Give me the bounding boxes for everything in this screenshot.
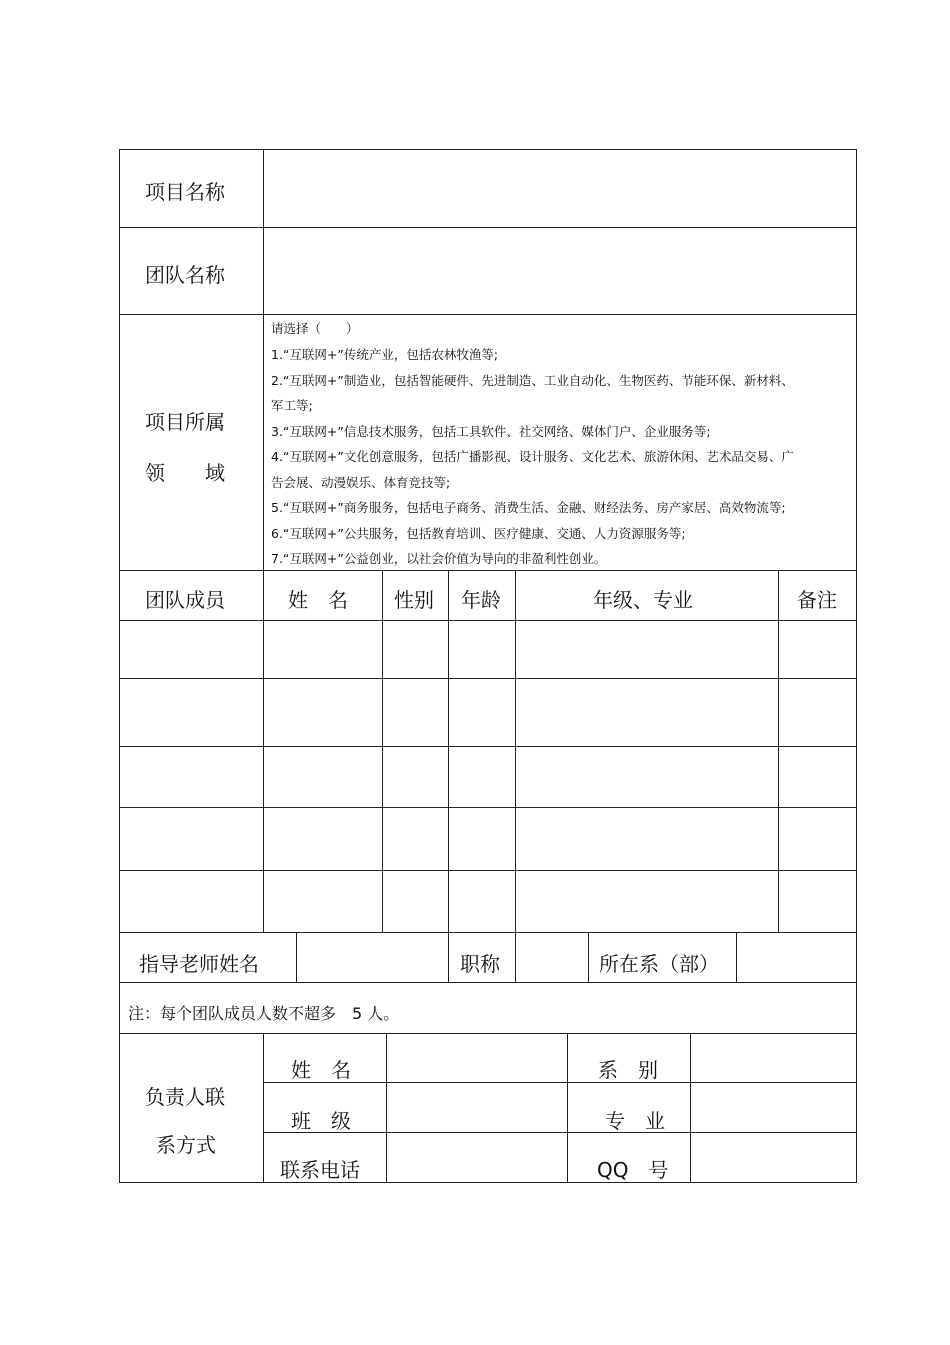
- project-name-label: 项目名称: [145, 180, 225, 204]
- rule: [263, 1132, 857, 1133]
- rule: [119, 1182, 857, 1183]
- rule: [119, 982, 857, 983]
- advisor-dept-label: 所在系（部）: [599, 952, 719, 976]
- project-domain-label-2: 领 域: [145, 461, 225, 485]
- team-name-label: 团队名称: [145, 263, 225, 287]
- rule: [119, 1033, 857, 1034]
- domain-option-2-cont: 军工等;: [271, 398, 313, 413]
- domain-option-7: 7.“互联网+”公益创业，以社会价值为导向的非盈利性创业。: [271, 551, 607, 566]
- team-members-label: 团队成员: [145, 588, 225, 612]
- leader-qq-label: QQ 号: [597, 1158, 669, 1182]
- col-grade-major-header: 年级、专业: [593, 588, 693, 612]
- leader-major-label: 专 业: [605, 1109, 665, 1133]
- rule: [690, 1033, 691, 1183]
- table-row[interactable]: [120, 808, 856, 870]
- rule: [119, 227, 857, 228]
- leader-name-label: 姓 名: [291, 1058, 351, 1082]
- rule: [567, 1033, 568, 1183]
- rule: [736, 932, 737, 983]
- leader-class-label: 班 级: [291, 1109, 351, 1133]
- rule: [119, 314, 857, 315]
- leader-name-field[interactable]: [388, 1035, 566, 1081]
- leader-dept-field[interactable]: [692, 1035, 855, 1081]
- leader-phone-field[interactable]: [388, 1134, 566, 1181]
- leader-phone-label: 联系电话: [280, 1158, 360, 1182]
- domain-option-5: 5.“互联网+”商务服务，包括电子商务、消费生活、金融、财经法务、房产家居、高效物流等;: [271, 500, 786, 515]
- leader-qq-field[interactable]: [692, 1134, 855, 1181]
- advisor-title-field[interactable]: [517, 934, 587, 981]
- advisor-title-label: 职称: [460, 952, 500, 976]
- rule: [448, 932, 449, 983]
- leader-major-field[interactable]: [692, 1084, 855, 1131]
- advisor-name-label: 指导老师姓名: [139, 952, 259, 976]
- advisor-dept-field[interactable]: [738, 934, 855, 981]
- team-name-field[interactable]: [265, 229, 855, 313]
- table-row[interactable]: [120, 747, 856, 807]
- col-name-header: 姓 名: [288, 588, 348, 612]
- rule: [119, 570, 857, 571]
- project-name-field[interactable]: [265, 151, 855, 226]
- table-row[interactable]: [120, 679, 856, 746]
- rule: [856, 149, 857, 1183]
- rule: [263, 1082, 857, 1083]
- leader-contact-label-2: 系方式: [156, 1133, 216, 1157]
- project-domain-label: 项目所属: [145, 410, 225, 434]
- rule: [588, 932, 589, 983]
- col-gender-header: 性别: [394, 588, 434, 612]
- leader-contact-label: 负责人联: [145, 1085, 225, 1109]
- col-age-header: 年龄: [461, 588, 501, 612]
- domain-option-2: 2.“互联网+”制造业，包括智能硬件、先进制造、工业自动化、生物医药、节能环保、新材料、: [271, 373, 794, 388]
- rule: [263, 1033, 264, 1183]
- member-limit-note: 注：每个团队成员人数不超多 5 人。: [128, 1004, 400, 1023]
- rule: [119, 149, 857, 150]
- leader-class-field[interactable]: [388, 1084, 566, 1131]
- table-row[interactable]: [120, 621, 856, 678]
- leader-dept-label: 系 别: [598, 1058, 658, 1082]
- domain-option-6: 6.“互联网+”公共服务，包括教育培训、医疗健康、交通、人力资源服务等;: [271, 526, 686, 541]
- domain-option-3: 3.“互联网+”信息技术服务，包括工具软件、社交网络、媒体门户、企业服务等;: [271, 424, 711, 439]
- domain-option-4: 4.“互联网+”文化创意服务，包括广播影视、设计服务、文化艺术、旅游休闲、艺术品交易、广: [271, 449, 794, 464]
- rule: [515, 932, 516, 983]
- table-row[interactable]: [120, 871, 856, 932]
- advisor-name-field[interactable]: [298, 934, 447, 981]
- domain-prompt[interactable]: 请选择（ ）: [271, 321, 359, 336]
- domain-option-1: 1.“互联网+”传统产业，包括农林牧渔等;: [271, 347, 499, 362]
- rule: [296, 932, 297, 983]
- rule: [119, 932, 857, 933]
- rule: [386, 1033, 387, 1183]
- domain-option-4-cont: 告会展、动漫娱乐、体育竞技等;: [271, 475, 451, 490]
- col-note-header: 备注: [797, 588, 837, 612]
